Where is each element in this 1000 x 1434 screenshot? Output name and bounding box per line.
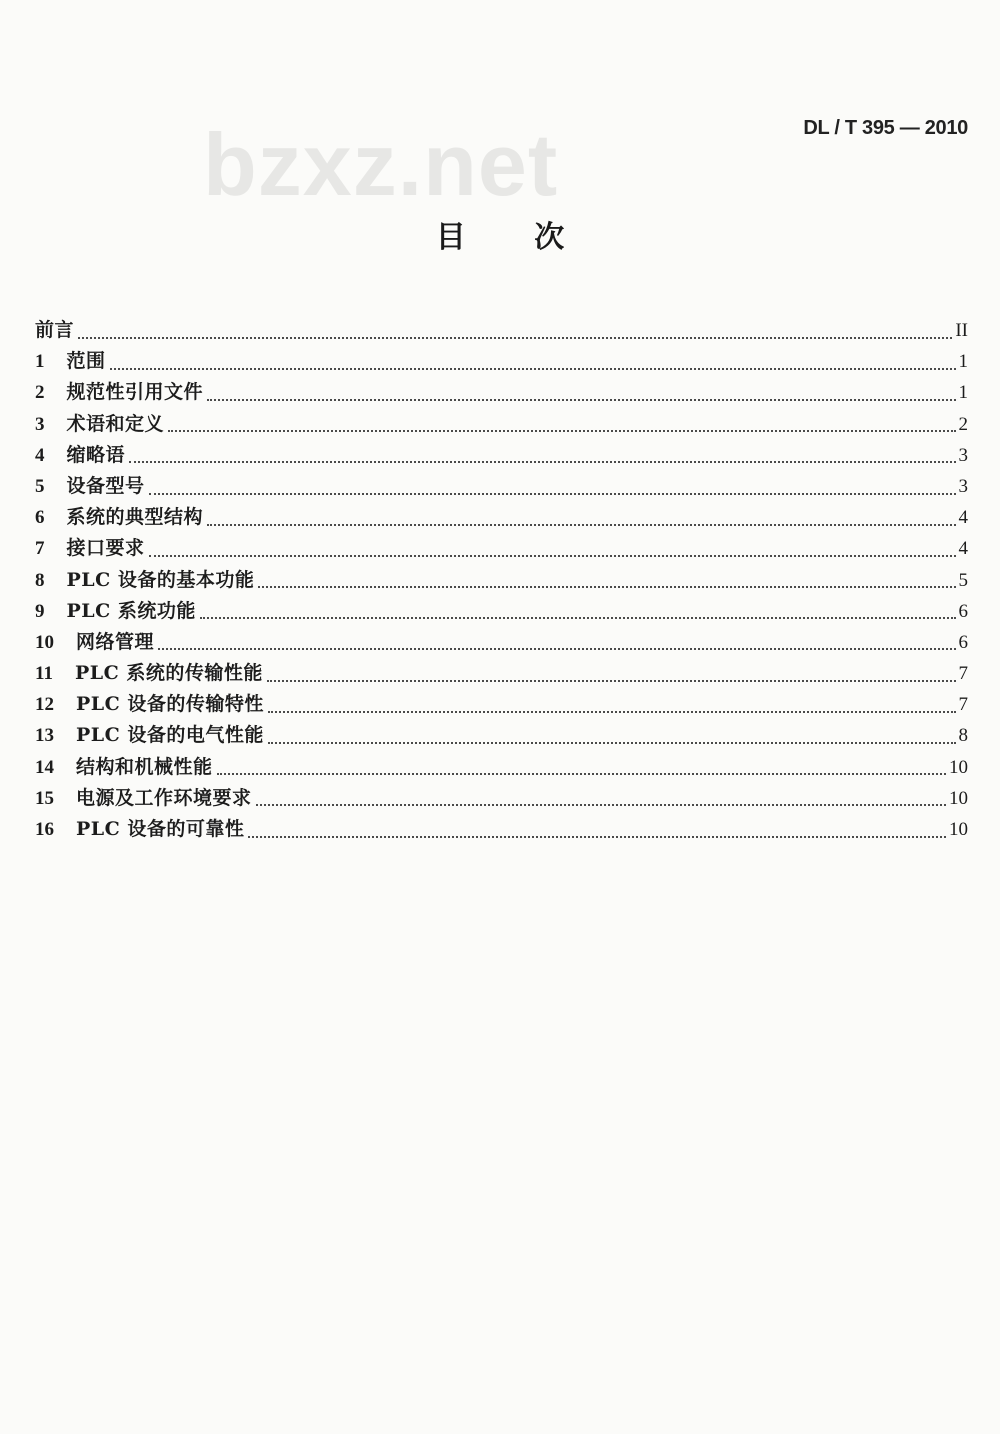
toc-entry-number: 13: [35, 725, 54, 747]
toc-entry: [35, 533, 968, 564]
toc-leader-dots: [217, 773, 946, 775]
toc-entry-number: 8: [35, 569, 45, 591]
toc-entry: [35, 471, 968, 502]
toc-entry-title: 缩略语: [66, 443, 126, 466]
toc-entry-title: 系统的典型结构: [66, 506, 204, 529]
toc-entry-number: 11: [35, 663, 53, 685]
toc-leader-dots: [149, 555, 956, 557]
toc-entry-page: 1: [958, 351, 968, 373]
toc-leader-dots: [110, 368, 956, 370]
toc-entry-number: 6: [35, 507, 45, 529]
toc-entry-title: 范围: [66, 350, 106, 373]
toc-entry-title: 术语和定义: [66, 412, 165, 435]
toc-entry-page: 3: [958, 475, 968, 497]
toc-entry: [35, 565, 968, 596]
toc-leader-dots: [268, 711, 956, 713]
toc-list: [35, 315, 968, 845]
toc-entry-number: 14: [35, 756, 54, 778]
toc-entry-page: 7: [958, 694, 968, 716]
toc-leader-dots: [207, 524, 955, 526]
toc-entry-page: 5: [958, 569, 968, 591]
watermark-text: bzxz.net: [203, 115, 559, 214]
toc-entry-title: 设备型号: [66, 474, 145, 497]
toc-entry: [35, 752, 968, 783]
toc-leader-dots: [267, 680, 956, 682]
toc-entry-title: PLC 设备的基本功能: [66, 568, 255, 591]
toc-entry-page: 6: [958, 631, 968, 653]
toc-entry: [35, 440, 968, 471]
toc-entry-title: PLC 设备的传输特性: [76, 693, 264, 716]
toc-entry-title: 前言: [35, 319, 75, 341]
toc-leader-dots: [200, 617, 956, 619]
toc-entry-number: 15: [35, 787, 54, 809]
toc-entry-title: PLC 设备的可靠性: [76, 818, 245, 840]
toc-entry: [35, 596, 968, 627]
toc-entry-page: 1: [958, 382, 968, 404]
toc-entry: [35, 720, 968, 751]
toc-entry: [35, 409, 968, 440]
toc-leader-dots: [129, 461, 955, 463]
toc-entry-number: 7: [35, 538, 45, 560]
toc-title: 目 次: [435, 220, 565, 255]
toc-entry-page: 10: [949, 756, 968, 778]
toc-entry: [35, 689, 968, 720]
toc-entry-title: PLC 设备的电气性能: [76, 724, 264, 747]
toc-entry: [35, 783, 968, 814]
toc-entry-page: 2: [958, 413, 968, 435]
toc-entry-page: 8: [958, 725, 968, 747]
toc-leader-dots: [207, 399, 955, 401]
toc-entry-number: 5: [35, 475, 45, 497]
toc-entry: [35, 658, 968, 689]
toc-entry-title: 规范性引用文件: [66, 381, 204, 404]
toc-entry-page: 10: [949, 819, 968, 840]
toc-leader-dots: [248, 836, 946, 838]
toc-entry-page: 4: [958, 538, 968, 560]
toc-entry-number: 16: [35, 819, 54, 840]
toc-entry-number: 10: [35, 631, 54, 653]
toc-entry: [35, 814, 968, 845]
toc-entry-title: 接口要求: [66, 537, 145, 560]
toc-leader-dots: [256, 804, 946, 806]
toc-leader-dots: [268, 742, 956, 744]
toc-entry-page: 10: [949, 787, 968, 809]
toc-entry-title: PLC 系统的传输性能: [74, 662, 263, 685]
toc-entry-title: 电源及工作环境要求: [76, 786, 252, 809]
toc-entry-number: 1: [35, 351, 45, 373]
toc-entry: [35, 346, 968, 377]
toc-entry-title: 网络管理: [76, 630, 155, 653]
toc-entry-page: 6: [958, 600, 968, 622]
toc-entry: [35, 377, 968, 408]
toc-entry-number: 12: [35, 694, 54, 716]
toc-entry-number: 9: [35, 600, 45, 622]
toc-entry: [35, 315, 968, 346]
toc-entry-number: 3: [35, 413, 45, 435]
toc-leader-dots: [158, 648, 955, 650]
standard-number: DL / T 395 — 2010: [803, 117, 968, 139]
toc-leader-dots: [78, 337, 952, 339]
toc-entry-number: 2: [35, 382, 45, 404]
toc-leader-dots: [149, 493, 956, 495]
toc-entry: [35, 627, 968, 658]
toc-entry-page: 7: [958, 663, 968, 685]
toc-entry-page: 3: [958, 444, 968, 466]
toc-leader-dots: [168, 430, 955, 432]
toc-entry: [35, 502, 968, 533]
toc-entry-title: PLC 系统功能: [66, 599, 196, 622]
toc-leader-dots: [258, 586, 955, 588]
toc-entry-page: 4: [958, 507, 968, 529]
toc-entry-number: 4: [35, 444, 45, 466]
toc-entry-page: II: [955, 320, 968, 341]
toc-entry-title: 结构和机械性能: [76, 755, 213, 778]
